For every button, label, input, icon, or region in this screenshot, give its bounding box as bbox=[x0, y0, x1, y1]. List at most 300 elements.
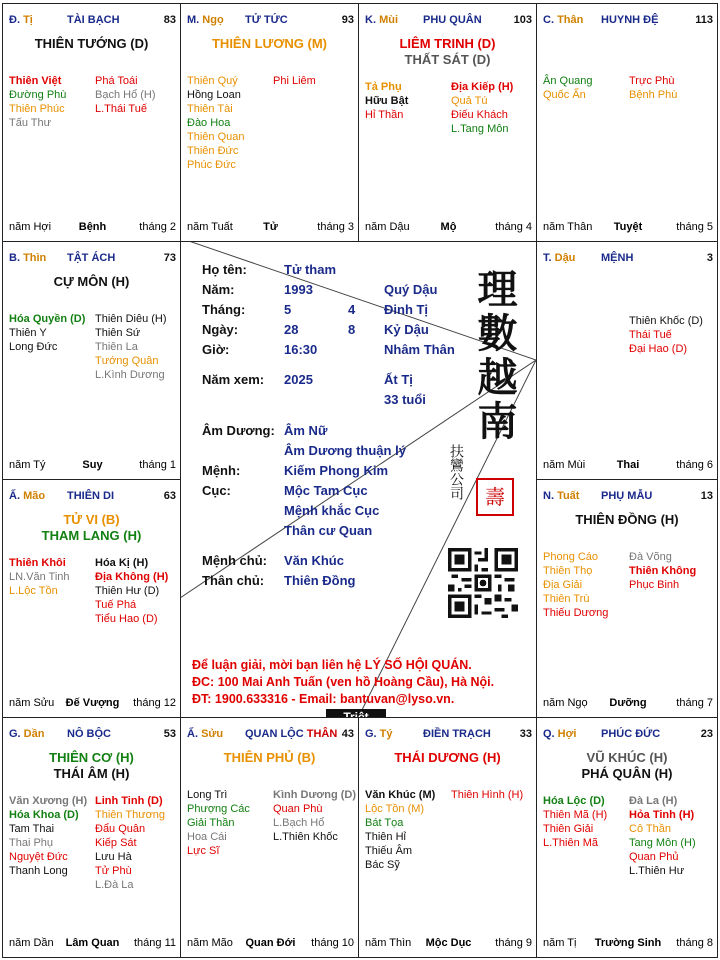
palace-branch bbox=[543, 252, 575, 264]
main-star: THIÊN TƯỚNG (D) bbox=[34, 36, 149, 51]
minor-star: Đường Phù bbox=[9, 89, 67, 101]
branch-name: Tị bbox=[23, 14, 33, 26]
minor-star: Long Trì bbox=[187, 789, 228, 801]
palace-header bbox=[543, 252, 713, 266]
branch-stem: B. bbox=[9, 252, 24, 264]
branch-stem: Đ. bbox=[9, 14, 24, 26]
palace-name: PHU QUÂN bbox=[423, 14, 482, 26]
main-star: CỰ MÔN (H) bbox=[53, 274, 130, 289]
minor-star: Thiên Sứ bbox=[95, 327, 141, 339]
palace-footer bbox=[543, 459, 713, 473]
thanchu-value: Thiên Đồng bbox=[284, 573, 356, 588]
minor-star: Đào Hoa bbox=[187, 117, 231, 129]
month-label: tháng 8 bbox=[676, 937, 713, 949]
main-star: THIÊN ĐỒNG (H) bbox=[575, 512, 679, 527]
day-solar: 28 bbox=[284, 322, 299, 337]
main-star: THÁI DƯƠNG (H) bbox=[394, 750, 501, 765]
palace-footer bbox=[543, 937, 713, 951]
palace-number: 73 bbox=[163, 252, 176, 264]
branch-stem: Q. bbox=[543, 728, 558, 740]
minor-star: Thiên La bbox=[95, 341, 138, 353]
branch-stem: T. bbox=[543, 252, 555, 264]
minor-star: L.Lộc Tồn bbox=[9, 585, 58, 597]
year-label: năm Thìn bbox=[365, 937, 412, 949]
center-info-panel bbox=[180, 238, 536, 714]
minor-star: Thiên Y bbox=[9, 327, 47, 339]
age-value: 33 tuổi bbox=[384, 392, 426, 407]
branch-stem: C. bbox=[543, 14, 558, 26]
palace-header bbox=[543, 14, 713, 28]
minor-star: Địa Kiếp (H) bbox=[451, 81, 514, 93]
palace-header bbox=[365, 728, 532, 742]
minor-stars-right bbox=[273, 788, 356, 844]
minor-star: Thiên Việt bbox=[9, 75, 62, 87]
palace-footer bbox=[9, 937, 176, 951]
minor-star: Tử Phù bbox=[95, 865, 132, 877]
palace-cell-dau[interactable] bbox=[536, 241, 718, 480]
minor-star: Hoa Cái bbox=[187, 831, 227, 843]
palace-number: 63 bbox=[163, 490, 176, 502]
palace-number: 103 bbox=[513, 14, 532, 26]
branch-stem: G. bbox=[365, 728, 380, 740]
minor-star: Cô Thần bbox=[629, 823, 671, 835]
year-label: năm Tý bbox=[9, 459, 46, 471]
palace-branch bbox=[365, 728, 393, 740]
month-label: Tháng: bbox=[202, 302, 246, 317]
minor-stars-left bbox=[365, 788, 435, 872]
minor-stars-left bbox=[9, 74, 66, 130]
minor-star: Địa Không (H) bbox=[95, 571, 169, 583]
cuc-value-2: Mệnh khắc Cục bbox=[284, 503, 380, 518]
minor-stars-right bbox=[629, 74, 677, 102]
day-lunar: 8 bbox=[348, 322, 356, 337]
life-phase: Suy bbox=[82, 459, 103, 471]
minor-star: Hóa Khoa (D) bbox=[9, 809, 79, 821]
palace-branch bbox=[543, 728, 577, 740]
day-canchi: Kỷ Dậu bbox=[384, 322, 429, 337]
palace-cell-thin[interactable] bbox=[2, 241, 181, 480]
main-star: THẤT SÁT (D) bbox=[404, 52, 491, 67]
palace-cell-suu[interactable] bbox=[180, 717, 359, 958]
year-label: năm Dần bbox=[9, 937, 54, 949]
minor-star: Thiếu Dương bbox=[543, 607, 609, 619]
minor-stars-right bbox=[629, 314, 703, 356]
branch-stem: N. bbox=[543, 490, 558, 502]
palace-footer bbox=[9, 697, 176, 711]
minor-star: Văn Xương (H) bbox=[9, 795, 88, 807]
contact-line-1: Để luận giải, mời bạn liên hệ LÝ SỐ HỘI QUÁN. bbox=[192, 658, 472, 672]
minor-stars-left bbox=[543, 794, 607, 850]
palace-header bbox=[9, 490, 176, 504]
branch-name: Sửu bbox=[201, 728, 224, 740]
minor-star: Phúc Đức bbox=[187, 159, 236, 171]
minor-star: Thiên Hình (H) bbox=[451, 789, 524, 801]
month-solar: 5 bbox=[284, 302, 292, 317]
branch-name: Thân bbox=[557, 14, 584, 26]
thanchu-label: Thân chủ: bbox=[202, 573, 265, 588]
month-label: tháng 12 bbox=[133, 697, 176, 709]
minor-stars-left bbox=[9, 556, 70, 598]
view-year-label: Năm xem: bbox=[202, 372, 265, 387]
palace-number: 3 bbox=[706, 252, 713, 264]
minor-star: Tướng Quân bbox=[95, 355, 159, 367]
life-phase: Bệnh bbox=[78, 221, 107, 233]
minor-star: Phong Cáo bbox=[543, 551, 599, 563]
minor-star: Kiếp Sát bbox=[95, 837, 137, 849]
palace-cell-ty[interactable] bbox=[358, 717, 537, 958]
palace-header bbox=[543, 490, 713, 504]
palace-header bbox=[9, 252, 176, 266]
minor-stars-right bbox=[273, 74, 316, 88]
palace-branch bbox=[543, 14, 583, 26]
minor-star: Tấu Thư bbox=[9, 117, 52, 129]
minor-stars-right bbox=[451, 80, 513, 136]
branch-name: Ngọ bbox=[202, 14, 224, 26]
minor-stars-left bbox=[543, 74, 593, 102]
month-lunar: 4 bbox=[348, 302, 356, 317]
minor-star: Kình Dương (D) bbox=[273, 789, 356, 801]
palace-footer bbox=[365, 221, 532, 235]
main-star: THÁI ÂM (H) bbox=[53, 766, 130, 781]
minor-star: Thiên Không bbox=[629, 565, 697, 577]
year-label: năm Mão bbox=[187, 937, 233, 949]
minor-star: Linh Tinh (D) bbox=[95, 795, 163, 807]
month-label: tháng 10 bbox=[311, 937, 354, 949]
minor-star: Quan Phủ bbox=[629, 851, 679, 863]
minor-star: Hóa Kị (H) bbox=[95, 557, 149, 569]
minor-star: Bệnh Phù bbox=[629, 89, 678, 101]
palace-header bbox=[9, 728, 176, 742]
palace-name: ĐIỀN TRẠCH bbox=[423, 728, 491, 740]
palace-branch bbox=[187, 728, 223, 740]
palace-footer bbox=[543, 221, 713, 235]
minor-star: Bát Tọa bbox=[365, 817, 404, 829]
branch-name: Mão bbox=[23, 490, 46, 502]
minor-stars-right bbox=[629, 550, 696, 592]
palace-cell-ti[interactable] bbox=[2, 3, 181, 242]
minor-star: Hữu Bật bbox=[365, 95, 409, 107]
minor-star: Tuế Phá bbox=[95, 599, 137, 611]
view-year-value: 2025 bbox=[284, 372, 313, 387]
minor-star: Nguyệt Đức bbox=[9, 851, 68, 863]
minor-star: Thiếu Âm bbox=[365, 845, 413, 857]
life-phase: Lâm Quan bbox=[65, 937, 120, 949]
minor-star: L.Thái Tuế bbox=[95, 103, 147, 115]
palace-footer bbox=[365, 937, 532, 951]
branch-stem: Ấ. bbox=[9, 490, 24, 502]
minor-star: L.Bạch Hổ bbox=[273, 817, 325, 829]
life-phase: Mộc Dục bbox=[425, 937, 472, 949]
palace-number: 53 bbox=[163, 728, 176, 740]
minor-star: L.Thiên Mã bbox=[543, 837, 599, 849]
minor-star: L.Đà La bbox=[95, 879, 134, 891]
qr-code[interactable] bbox=[448, 548, 518, 618]
minor-star: Trực Phù bbox=[629, 75, 675, 87]
month-label: tháng 7 bbox=[676, 697, 713, 709]
life-phase: Mộ bbox=[440, 221, 457, 233]
palace-number: 93 bbox=[341, 14, 354, 26]
calligraphy-logo bbox=[472, 268, 516, 444]
minor-stars-left bbox=[365, 80, 408, 122]
minor-star: Phi Liêm bbox=[273, 75, 316, 87]
main-star: VŨ KHÚC (H) bbox=[586, 750, 668, 765]
minor-star: Tả Phụ bbox=[365, 81, 402, 93]
minor-star: Thiên Đức bbox=[187, 145, 239, 157]
minor-star: Thiên Trù bbox=[543, 593, 590, 605]
menhchu-label: Mệnh chủ: bbox=[202, 553, 267, 568]
minor-star: Quan Phù bbox=[273, 803, 323, 815]
minor-stars-left bbox=[187, 788, 250, 858]
palace-cell-hoi[interactable] bbox=[536, 717, 718, 958]
minor-star: Thiên Khôi bbox=[9, 557, 66, 569]
amduong-label: Âm Dương: bbox=[202, 423, 275, 438]
year-label: năm Thân bbox=[543, 221, 593, 233]
year-label: Năm: bbox=[202, 282, 235, 297]
minor-star: Thiên Thọ bbox=[543, 565, 593, 577]
minor-star: Địa Giải bbox=[543, 579, 583, 591]
minor-stars-left bbox=[187, 74, 244, 172]
minor-star: Tiểu Hao (D) bbox=[95, 613, 158, 625]
minor-stars-right bbox=[451, 788, 523, 802]
year-canchi: Quý Dậu bbox=[384, 282, 438, 297]
minor-star: Giải Thần bbox=[187, 817, 235, 829]
minor-stars-right bbox=[629, 794, 696, 878]
minor-star: Bạch Hổ (H) bbox=[95, 89, 156, 101]
minor-star: Đà Võng bbox=[629, 551, 672, 563]
minor-stars-right bbox=[95, 556, 168, 626]
palace-header bbox=[187, 14, 354, 28]
palace-cell-than[interactable] bbox=[536, 3, 718, 242]
branch-stem: M. bbox=[187, 14, 203, 26]
palace-header bbox=[543, 728, 713, 742]
minor-star: Quả Tú bbox=[451, 95, 488, 107]
palace-name: QUAN LỘC THÂN bbox=[245, 728, 338, 740]
menh-value: Kiếm Phong Kim bbox=[284, 463, 389, 478]
name-value: Tử tham bbox=[284, 262, 337, 277]
minor-star: LN.Văn Tinh bbox=[9, 571, 70, 583]
year-value: 1993 bbox=[284, 282, 313, 297]
palace-branch bbox=[543, 490, 579, 502]
life-phase: Thai bbox=[616, 459, 640, 471]
palace-name: MỆNH bbox=[601, 252, 634, 264]
branch-name: Hợi bbox=[557, 728, 577, 740]
year-label: năm Ngọ bbox=[543, 697, 588, 709]
minor-stars-right bbox=[95, 794, 165, 892]
palace-branch bbox=[9, 728, 44, 740]
minor-star: Thiên Giải bbox=[543, 823, 594, 835]
branch-stem: K. bbox=[365, 14, 380, 26]
year-label: năm Tị bbox=[543, 937, 577, 949]
main-star: THAM LANG (H) bbox=[41, 528, 142, 543]
menh-label: Mệnh: bbox=[202, 463, 241, 478]
minor-star: Quốc Ấn bbox=[543, 89, 586, 101]
minor-star: Lộc Tồn (M) bbox=[365, 803, 425, 815]
palace-cell-mui[interactable] bbox=[358, 3, 537, 242]
minor-star: Văn Khúc (M) bbox=[365, 789, 436, 801]
life-phase: Tuyệt bbox=[613, 221, 643, 233]
month-label: tháng 9 bbox=[495, 937, 532, 949]
year-label: năm Mùi bbox=[543, 459, 586, 471]
branch-name: Tuất bbox=[557, 490, 580, 502]
minor-stars-left bbox=[9, 312, 85, 354]
minor-stars-right bbox=[95, 74, 156, 116]
palace-header bbox=[187, 728, 354, 742]
palace-footer bbox=[187, 221, 354, 235]
amduong-value: Âm Nữ bbox=[284, 423, 328, 438]
minor-star: Long Đức bbox=[9, 341, 58, 353]
minor-star: Thiên Phúc bbox=[9, 103, 65, 115]
minor-star: Đại Hao (D) bbox=[629, 343, 688, 355]
contact-line-2: ĐC: 100 Mai Anh Tuấn (ven hồ Hoàng Cầu), Hà Nội. bbox=[192, 675, 495, 689]
minor-star: L.Thiên Khốc bbox=[273, 831, 338, 843]
life-phase: Tử bbox=[263, 221, 278, 233]
minor-star: Đà La (H) bbox=[629, 795, 678, 807]
minor-star: Điếu Khách bbox=[451, 109, 508, 121]
seal-small-text: 扶鸞公司 bbox=[448, 444, 464, 500]
main-star: TỬ VI (B) bbox=[63, 512, 120, 527]
minor-star: Hóa Quyền (D) bbox=[9, 313, 86, 325]
year-label: năm Sửu bbox=[9, 697, 55, 709]
palace-number: 33 bbox=[519, 728, 532, 740]
minor-star: Ân Quang bbox=[543, 75, 593, 87]
palace-name: TÀI BẠCH bbox=[67, 14, 120, 26]
minor-star: Lưu Hà bbox=[95, 851, 132, 863]
month-label: tháng 2 bbox=[139, 221, 176, 233]
palace-branch bbox=[187, 14, 224, 26]
palace-number: 23 bbox=[700, 728, 713, 740]
minor-star: Đẩu Quân bbox=[95, 823, 146, 835]
palace-number: 83 bbox=[163, 14, 176, 26]
branch-name: Thìn bbox=[23, 252, 47, 264]
hour-label: Giờ: bbox=[202, 342, 230, 357]
main-star: THIÊN LƯƠNG (M) bbox=[211, 36, 328, 51]
palace-extra-marker: THÂN bbox=[303, 728, 338, 740]
minor-star: Thiên Thương bbox=[95, 809, 166, 821]
year-label: năm Hợi bbox=[9, 221, 52, 233]
cuc-label: Cục: bbox=[202, 483, 231, 498]
life-phase: Trường Sinh bbox=[594, 937, 662, 949]
year-label: năm Tuất bbox=[187, 221, 233, 233]
minor-star: Thiên Mã (H) bbox=[543, 809, 608, 821]
branch-name: Dần bbox=[23, 728, 45, 740]
palace-number: 113 bbox=[695, 14, 713, 26]
view-year-canchi: Ất Tị bbox=[384, 372, 413, 387]
branch-stem: G. bbox=[9, 728, 24, 740]
minor-star: Thanh Long bbox=[9, 865, 68, 877]
palace-name: PHÚC ĐỨC bbox=[601, 728, 661, 740]
palace-cell-mao[interactable] bbox=[2, 479, 181, 718]
branch-name: Dậu bbox=[554, 252, 576, 264]
palace-branch bbox=[9, 490, 45, 502]
minor-star: Phượng Các bbox=[187, 803, 250, 815]
palace-cell-ngo[interactable] bbox=[180, 3, 359, 242]
palace-name: PHỤ MẪU bbox=[601, 490, 653, 502]
red-seal-stamp: 壽 bbox=[476, 478, 514, 516]
minor-star: Thái Tuế bbox=[629, 329, 672, 341]
menhchu-value: Văn Khúc bbox=[284, 553, 344, 568]
palace-footer bbox=[543, 697, 713, 711]
palace-number: 13 bbox=[700, 490, 713, 502]
palace-number: 43 bbox=[341, 728, 354, 740]
minor-star: Hỏa Tinh (H) bbox=[629, 809, 695, 821]
cuc-value: Mộc Tam Cục bbox=[284, 483, 368, 498]
minor-star: Hồng Loan bbox=[187, 89, 241, 101]
minor-star: Hóa Lộc (D) bbox=[543, 795, 605, 807]
minor-star: Phục Binh bbox=[629, 579, 680, 591]
palace-header bbox=[365, 14, 532, 28]
minor-star: Lực Sĩ bbox=[187, 845, 220, 857]
minor-star: Thiên Quý bbox=[187, 75, 238, 87]
palace-footer bbox=[9, 459, 176, 473]
life-phase: Dưỡng bbox=[609, 697, 647, 709]
palace-name: NÔ BỘC bbox=[67, 728, 111, 740]
hour-canchi: Nhâm Thân bbox=[384, 342, 455, 357]
minor-star: Thai Phụ bbox=[9, 837, 54, 849]
month-label: tháng 6 bbox=[676, 459, 713, 471]
minor-star: Thiên Hư (D) bbox=[95, 585, 160, 597]
minor-stars-left bbox=[9, 794, 87, 878]
palace-cell-tuat[interactable] bbox=[536, 479, 718, 718]
day-label: Ngày: bbox=[202, 322, 239, 337]
main-star: LIÊM TRINH (D) bbox=[399, 36, 496, 51]
calligraphy-text: 理數越南 bbox=[471, 268, 518, 444]
minor-star: Thiên Diêu (H) bbox=[95, 313, 167, 325]
palace-branch bbox=[9, 14, 33, 26]
cuc-value-3: Thân cư Quan bbox=[284, 523, 373, 538]
main-star: THIÊN PHỦ (B) bbox=[223, 750, 316, 765]
minor-stars-right bbox=[95, 312, 167, 382]
hour-value: 16:30 bbox=[284, 342, 318, 357]
minor-star: Thiên Khốc (D) bbox=[629, 315, 703, 327]
year-label: năm Dậu bbox=[365, 221, 410, 233]
minor-stars-left bbox=[543, 550, 608, 620]
palace-name: THIÊN DI bbox=[67, 490, 115, 502]
minor-star: Thiên Quan bbox=[187, 131, 245, 143]
minor-star: Thiên Hỉ bbox=[365, 831, 406, 843]
main-star: PHÁ QUÂN (H) bbox=[581, 766, 673, 781]
minor-star: L.Thiên Hư bbox=[629, 865, 685, 877]
branch-stem: Ấ. bbox=[187, 728, 202, 740]
month-label: tháng 1 bbox=[139, 459, 176, 471]
month-label: tháng 11 bbox=[133, 937, 176, 949]
palace-footer bbox=[9, 221, 176, 235]
contact-line-3[interactable]: ĐT: 1900.633316 - Email: bantuvan@lyso.vn. bbox=[192, 692, 455, 706]
month-label: tháng 3 bbox=[317, 221, 354, 233]
palace-name: TẬT ÁCH bbox=[67, 252, 116, 264]
palace-branch bbox=[9, 252, 46, 264]
minor-star: L.Kình Dương bbox=[95, 369, 165, 381]
minor-star: Bác Sỹ bbox=[365, 859, 400, 871]
palace-name: TỬ TỨC bbox=[245, 14, 288, 26]
main-star: THIÊN CƠ (H) bbox=[49, 750, 134, 765]
month-label: tháng 4 bbox=[495, 221, 532, 233]
palace-cell-dan[interactable] bbox=[2, 717, 181, 958]
minor-star: Hỉ Thần bbox=[365, 109, 404, 121]
life-phase: Quan Đới bbox=[245, 937, 296, 949]
month-label: tháng 5 bbox=[676, 221, 713, 233]
minor-star: Tang Môn (H) bbox=[629, 837, 696, 849]
branch-name: Mùi bbox=[379, 14, 399, 26]
palace-name: HUYNH ĐỆ bbox=[601, 14, 659, 26]
minor-star: Phá Toái bbox=[95, 75, 138, 87]
name-label: Họ tên: bbox=[202, 262, 247, 277]
minor-star: Tam Thai bbox=[9, 823, 55, 835]
palace-header bbox=[9, 14, 176, 28]
life-phase: Đế Vượng bbox=[65, 697, 120, 709]
amduong-value-2: Âm Dương thuận lý bbox=[284, 443, 406, 458]
branch-name: Tý bbox=[379, 728, 393, 740]
palace-footer bbox=[187, 937, 354, 951]
